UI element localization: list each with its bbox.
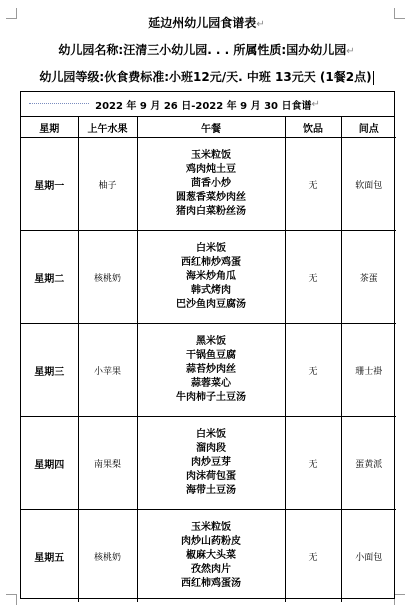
lunch-item: 巴沙鱼肉豆腐汤 xyxy=(176,299,246,310)
header-drink: 饮品 xyxy=(285,117,341,138)
date-range-row: 2022 年 9 月 26 日-2022 年 9 月 30 日食谱 ↵ xyxy=(21,92,394,117)
lunch-item: 海米炒角瓜 xyxy=(186,271,236,282)
drink-cell: 无 xyxy=(285,417,341,510)
fruit-cell: 小苹果 xyxy=(78,324,137,417)
day-cell: 星期二 xyxy=(21,231,78,324)
table-row xyxy=(21,324,396,417)
table-row xyxy=(21,510,396,603)
document-title: 延边州幼儿园食谱表↵ xyxy=(148,16,265,30)
lunch-item: 猪肉白菜粉丝汤 xyxy=(176,206,246,217)
lunch-item: 茴香小炒 xyxy=(191,178,231,189)
drink-cell: 无 xyxy=(285,324,341,417)
fee-standard-line: 幼儿园等级:伙食费标准:小班12元/天. 中班 13元天 (1餐2点) xyxy=(39,70,372,84)
lunch-cell xyxy=(137,231,285,324)
lunch-item: 圆葱香菜炒肉丝 xyxy=(176,192,246,203)
lunch-item: 牛肉柿子土豆汤 xyxy=(176,392,246,403)
lunch-item: 玉米粒饭 xyxy=(191,150,231,161)
day-cell: 星期五 xyxy=(21,510,78,603)
lunch-item: 溜肉段 xyxy=(196,443,226,454)
snack-cell: 小面包 xyxy=(341,510,396,603)
menu-grid xyxy=(21,117,396,602)
header-day: 星期 xyxy=(21,117,78,138)
day-cell: 星期一 xyxy=(21,138,78,231)
fruit-cell: 核桃奶 xyxy=(78,510,137,603)
table-row xyxy=(21,417,396,510)
header-snack: 间点 xyxy=(341,117,396,138)
lunch-item: 孜然肉片 xyxy=(191,564,231,575)
lunch-item: 白米饭 xyxy=(196,243,226,254)
table-row xyxy=(21,138,396,231)
lunch-cell xyxy=(137,417,285,510)
header-fruit: 上午水果 xyxy=(78,117,137,138)
lunch-item: 椒麻大头菜 xyxy=(186,550,236,561)
page-corner-mark xyxy=(6,594,17,605)
lunch-cell xyxy=(137,510,285,603)
snack-cell: 蛋黄派 xyxy=(341,417,396,510)
fruit-cell: 南果梨 xyxy=(78,417,137,510)
header-lunch: 午餐 xyxy=(137,117,285,138)
kindergarten-info-line: 幼儿园名称:汪清三小幼儿园. . . 所属性质:国办幼儿园↵ xyxy=(58,43,355,57)
header-row xyxy=(21,117,396,138)
lunch-cell xyxy=(137,324,285,417)
day-cell: 星期四 xyxy=(21,417,78,510)
snack-cell: 茶蛋 xyxy=(341,231,396,324)
lunch-item: 蒜苔炒肉丝 xyxy=(186,364,236,375)
menu-table xyxy=(20,91,395,599)
lunch-item: 肉炒豆芽 xyxy=(191,457,231,468)
lunch-item: 蒜蓉菜心 xyxy=(191,378,231,389)
lunch-item: 干锅鱼豆腐 xyxy=(186,350,236,361)
lunch-item: 海带土豆汤 xyxy=(186,485,236,496)
drink-cell: 无 xyxy=(285,510,341,603)
lunch-item: 肉沫荷包蛋 xyxy=(186,471,236,482)
snack-cell: 软面包 xyxy=(341,138,396,231)
fruit-cell: 核桃奶 xyxy=(78,231,137,324)
text-cursor xyxy=(373,71,374,85)
fruit-cell: 柚子 xyxy=(78,138,137,231)
lunch-item: 西红柿鸡蛋汤 xyxy=(181,578,241,589)
lunch-item: 西红柿炒鸡蛋 xyxy=(181,257,241,268)
lunch-item: 韩式烤肉 xyxy=(191,285,231,296)
dotted-leader xyxy=(29,103,89,104)
date-range: 2022 年 9 月 26 日-2022 年 9 月 30 日食谱 xyxy=(95,100,312,112)
snack-cell: 珊士褂 xyxy=(341,324,396,417)
day-cell: 星期三 xyxy=(21,324,78,417)
lunch-item: 黑米饭 xyxy=(196,336,226,347)
lunch-cell xyxy=(137,138,285,231)
drink-cell: 无 xyxy=(285,231,341,324)
drink-cell: 无 xyxy=(285,138,341,231)
table-row xyxy=(21,231,396,324)
lunch-item: 肉炒山药粉皮 xyxy=(181,536,241,547)
lunch-item: 玉米粒饭 xyxy=(191,522,231,533)
lunch-item: 白米饭 xyxy=(196,429,226,440)
lunch-item: 鸡肉炖土豆 xyxy=(186,164,236,175)
